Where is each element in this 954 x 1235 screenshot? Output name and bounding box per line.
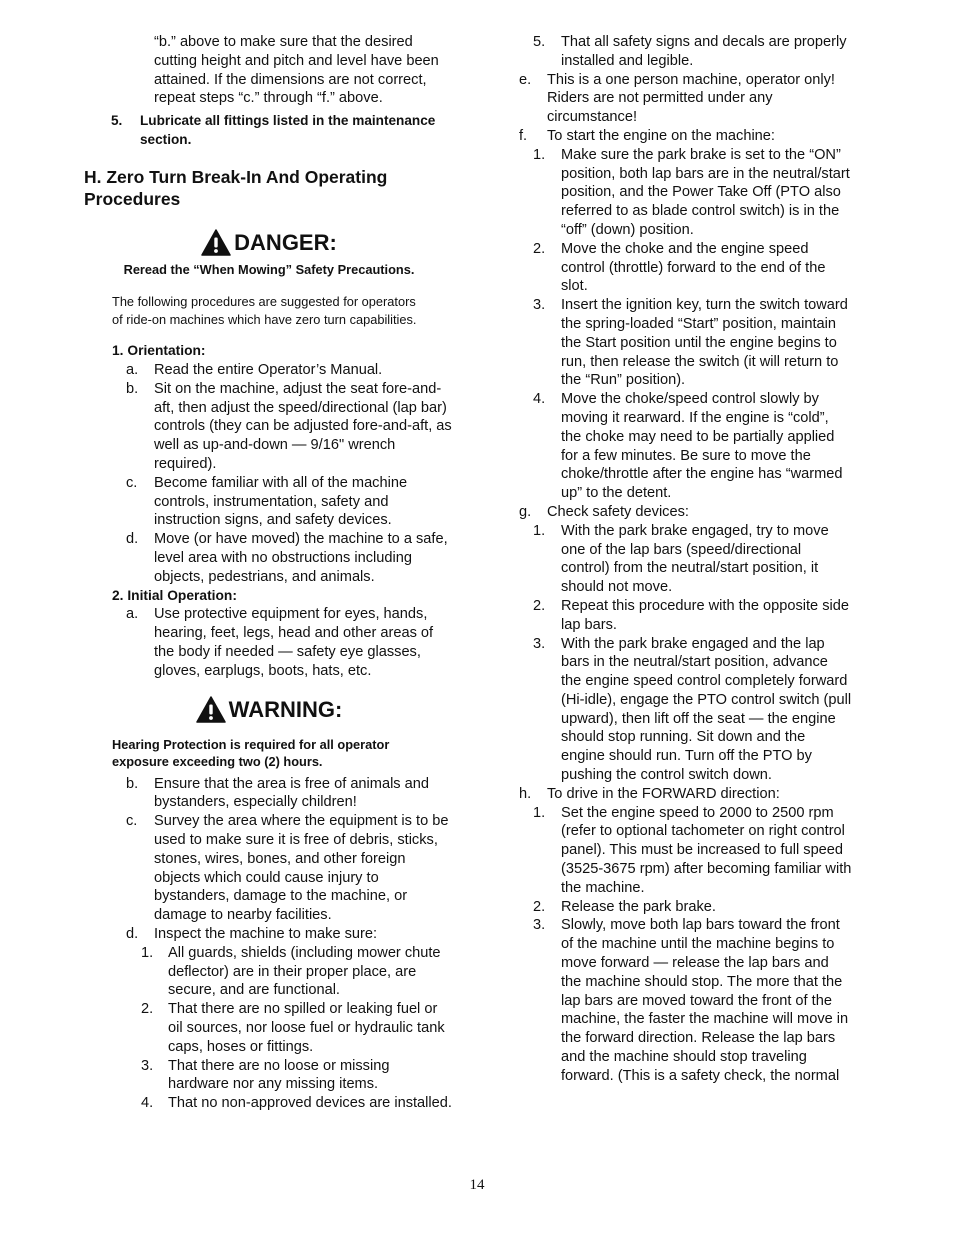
inspect-item: 5. That all safety signs and decals are properly installed and legible. xyxy=(533,34,847,69)
start-engine-item: 3. Insert the ignition key, turn the switch toward the spring-loaded “Start” position, maintain the Start position until the engine begins to run, then release the switch (it will return to the “Run” position). xyxy=(533,297,848,389)
step-f: f. To start the engine on the machine: xyxy=(519,127,775,144)
step-5-text: Lubricate all fittings listed in the maintenance section. xyxy=(140,113,436,147)
step-5-number: 5. xyxy=(111,113,123,129)
danger-warning-triangle-icon xyxy=(201,229,231,256)
step-5 xyxy=(111,112,454,150)
start-engine-item: 4. Move the choke/speed control slowly by moving it rearward. If the engine is “cold”, the choke may need to be partially applied for a few minutes. Be sure to move the choke/throttle after the engine has “warmed up” to the detent. xyxy=(533,391,843,502)
page-number: 14 xyxy=(469,1177,485,1193)
start-engine-item: 1. Make sure the park brake is set to the “ON” position, both lap bars are in the neutral/start position, and the Power Take Off (PTO also referred to as blade control switch) is in the “off” (down) position. xyxy=(533,146,850,238)
orientation-item: d. Move (or have moved) the machine to a safe, level area with no obstructions including objects, pedestrians, and animals. xyxy=(126,531,448,585)
orientation-item: a. Read the entire Operator’s Manual. xyxy=(126,362,383,379)
orientation-heading: 1. Orientation: xyxy=(112,343,206,359)
warning-title: WARNING: xyxy=(228,696,343,722)
warning-note: Hearing Protection is required for all operator exposure exceeding two (2) hours. xyxy=(112,736,390,770)
inspect-list xyxy=(141,944,454,1113)
start-engine-item: 2. Move the choke and the engine speed control (throttle) forward to the end of the slot. xyxy=(533,240,826,295)
initial-item-a: a. Use protective equipment for eyes, hands, hearing, feet, legs, head and other areas of the body if needed — safety eye glasses, gloves, earplugs, boots, hats, etc. xyxy=(126,606,434,679)
warning-header xyxy=(84,694,454,726)
safety-check-list xyxy=(533,522,852,785)
warning-triangle-icon xyxy=(196,696,226,723)
continued-paragraph: “b.” above to make sure that the desired cutting height and pitch and level have been attained. If the dimensions are not correct, repeat steps “c.” through “f.” above. xyxy=(154,34,439,107)
orientation-list xyxy=(126,361,454,587)
forward-drive-item: 3. Slowly, move both lap bars toward the front of the machine until the machine begins to move forward — release the lap bars and the machine should stop. The more that the lap bars are moved toward the front of the machine, the faster the machine will move in the forward direction. Release the lap bars and the machine should stop traveling forward. (This is a safety check, the normal xyxy=(533,917,849,1084)
inspect-item: 3. That there are no loose or missing hardware nor any missing items. xyxy=(141,1057,390,1093)
start-engine-list xyxy=(533,146,852,503)
left-column xyxy=(84,33,454,1113)
initial-operation-heading: 2. Initial Operation: xyxy=(112,587,237,603)
danger-title: DANGER: xyxy=(234,229,337,255)
forward-drive-item: 2. Release the park brake. xyxy=(533,898,716,915)
inspect-item: 1. All guards, shields (including mower chute deflector) are in their proper place, are secure, and are functional. xyxy=(141,944,441,999)
step-e: e. This is a one person machine, operator only! Riders are not permitted under any circumstance! xyxy=(519,71,835,126)
right-column xyxy=(512,33,852,1086)
safety-check-item: 2. Repeat this procedure with the opposite side lap bars. xyxy=(533,597,849,633)
section-title: H. Zero Turn Break-In And Operating Procedures xyxy=(84,166,388,209)
danger-header xyxy=(84,227,454,259)
safety-check-item: 1. With the park brake engaged, try to move one of the lap bars (speed/directional control) from the neutral/start position, it should not move. xyxy=(533,522,829,596)
danger-intro: The following procedures are suggested for operators of ride-on machines which have zero turn capabilities. xyxy=(112,294,417,327)
step-g: g. Check safety devices: xyxy=(519,503,689,520)
inspect-item: 2. That there are no spilled or leaking fuel or oil sources, nor loose fuel or hydraulic tank caps, hoses or fittings. xyxy=(141,1001,445,1055)
safety-check-item: 3. With the park brake engaged and the lap bars in the neutral/start position, advance the engine speed control completely forward (Hi-idle), engage the PTO control switch (pull upward), then lift off the seat — the engine should stop running. Sit down and the engine should run. Turn off the PTO by pushing the control switch down. xyxy=(533,635,852,784)
danger-note: Reread the “When Mowing” Safety Precautions. xyxy=(123,261,415,277)
initial-list xyxy=(126,775,454,944)
orientation-item: b. Sit on the machine, adjust the seat fore-and-aft, then adjust the speed/directional (lap bar) controls (they can be adjusted fore-and-aft, as well as up-and-down — 9/16" wrench required). xyxy=(126,380,452,473)
orientation-item: c. Become familiar with all of the machine controls, instrumentation, safety and instruction signs, and safety devices. xyxy=(126,474,408,529)
forward-drive-item: 1. Set the engine speed to 2000 to 2500 rpm (refer to optional tachometer on right control panel). This must be increased to full speed (3525-3675 rpm) after becoming familiar with the machine. xyxy=(533,804,852,896)
initial-item: c. Survey the area where the equipment is to be used to make sure it is free of debris, sticks, stones, wires, bones, and other foreign objects which could cause injury to bystanders, damage to the machine, or damage to nearby facilities. xyxy=(126,813,449,924)
inspect-item: 4. That no non-approved devices are installed. xyxy=(141,1095,452,1112)
initial-item: b. Ensure that the area is free of animals and bystanders, especially children! xyxy=(126,775,430,811)
step-h: h. To drive in the FORWARD direction: xyxy=(519,785,780,802)
initial-item: d. Inspect the machine to make sure: xyxy=(126,926,378,942)
forward-drive-list xyxy=(533,804,852,1086)
